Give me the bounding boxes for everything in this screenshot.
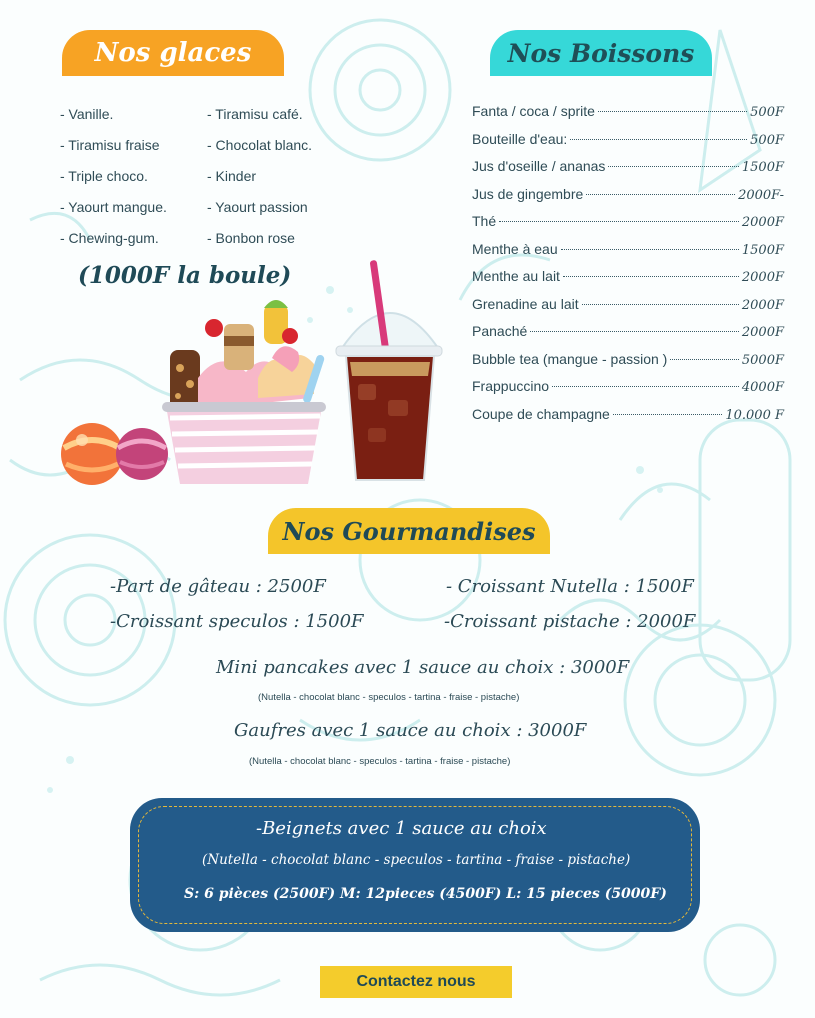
drink-name: Grenadine au lait [472,295,579,312]
drink-name: Menthe à eau [472,240,558,257]
pancakes-sauces-note: (Nutella - chocolat blanc - speculos - tartina - fraise - pistache) [258,692,520,703]
gaufres-sauces-note: (Nutella - chocolat blanc - speculos - tartina - fraise - pistache) [249,756,511,767]
item-croissant-pistache: -Croissant pistache : 2000F [444,611,696,632]
drink-item [472,103,784,131]
ice-flavor: - Tiramisu fraise [60,137,160,153]
beignets-box [130,798,700,932]
drink-item [472,241,784,269]
drink-item [472,378,784,406]
ice-flavor: - Triple choco. [60,168,148,184]
dotted-leader [499,221,739,222]
dotted-leader [530,331,739,332]
drink-name: Fanta / coca / sprite [472,103,595,119]
item-gaufres: Gaufres avec 1 sauce au choix : 3000F [234,720,587,741]
ice-cream-and-drink-illustration [58,258,448,490]
drink-price: 2000F- [738,187,784,203]
drink-name: Menthe au lait [472,268,560,284]
item-croissant-nutella: - Croissant Nutella : 1500F [446,576,694,597]
ice-flavor: - Yaourt mangue. [60,199,167,215]
drink-price: 10.000 F [725,407,784,423]
drink-price: 500F [750,132,784,148]
drink-name: Frappuccino [472,378,550,394]
drink-name: Jus d'oseille / ananas [472,158,606,174]
drink-name: Bubble tea (mangue - passion ) [472,350,668,367]
dotted-leader [608,166,738,167]
drink-price: 5000F [741,352,784,368]
gourmandises-section-title: Nos Gourmandises [268,508,550,554]
drink-price: 2000F [741,297,784,313]
dotted-leader [561,249,739,250]
drink-name: Coupe de champagne [472,405,610,422]
ice-flavor: - Kinder [207,168,257,184]
ice-flavors-column-2 [207,103,312,258]
dotted-leader [670,359,739,360]
ice-flavors-column-1 [60,103,167,258]
dotted-leader [586,194,735,195]
ice-flavor: - Yaourt passion [207,199,308,215]
drink-item [472,268,784,296]
ice-flavor: - Bonbon rose [207,230,295,246]
drink-price: 1500F [741,242,784,258]
ice-flavor: - Chocolat blanc. [207,137,313,153]
drink-item [472,186,784,214]
drink-name: Panaché [472,323,528,339]
drink-price: 2000F [741,325,784,340]
drink-item [472,323,784,351]
drink-item [472,351,784,379]
beignets-sauces: (Nutella - chocolat blanc - speculos - tartina - fraise - pistache) [202,852,631,868]
dotted-leader [582,304,739,305]
drink-price: 4000F [741,380,784,395]
drink-name: Bouteille d'eau: [472,130,568,147]
drink-item [472,213,784,241]
item-part-gateau: -Part de gâteau : 2500F [110,576,326,597]
beignets-sizes: S: 6 pièces (2500F) M: 12pieces (4500F) L: 15 pieces (5000F) [184,886,667,902]
cold-drink-cup-icon [336,260,442,480]
candy-ball-pink-icon [116,428,168,480]
item-croissant-speculos: -Croissant speculos : 1500F [110,611,364,632]
item-mini-pancakes: Mini pancakes avec 1 sauce au choix : 3000F [216,657,630,678]
ice-flavor: - Vanille. [60,106,114,122]
drink-item [472,131,784,159]
ice-cream-tub-icon [162,402,326,484]
dotted-leader [552,386,739,387]
drink-price: 2000F [741,270,784,285]
candy-ball-orange-icon [61,423,123,485]
dotted-leader [570,139,747,140]
drink-item [472,406,784,434]
ice-flavor: - Chewing-gum. [60,230,159,246]
drink-name: Thé [472,213,497,229]
contact-button[interactable]: Contactez nous [320,966,512,998]
dotted-leader [598,111,747,112]
dotted-leader [613,414,723,415]
drink-item [472,296,784,324]
drink-price: 1500F [741,160,784,175]
drink-name: Jus de gingembre [472,185,584,202]
drink-price: 500F [750,105,784,120]
ice-flavor: - Tiramisu café. [207,106,303,122]
drink-item [472,158,784,186]
dotted-leader [563,276,739,277]
ice-price-note: (1000F la boule) [78,262,292,289]
boissons-section-title: Nos Boissons [490,30,712,76]
ice-cream-toppings-icon [170,300,325,410]
drinks-list [472,103,784,433]
drink-price: 2000F [741,215,784,230]
glaces-section-title: Nos glaces [62,30,284,76]
beignets-title: -Beignets avec 1 sauce au choix [256,818,547,839]
